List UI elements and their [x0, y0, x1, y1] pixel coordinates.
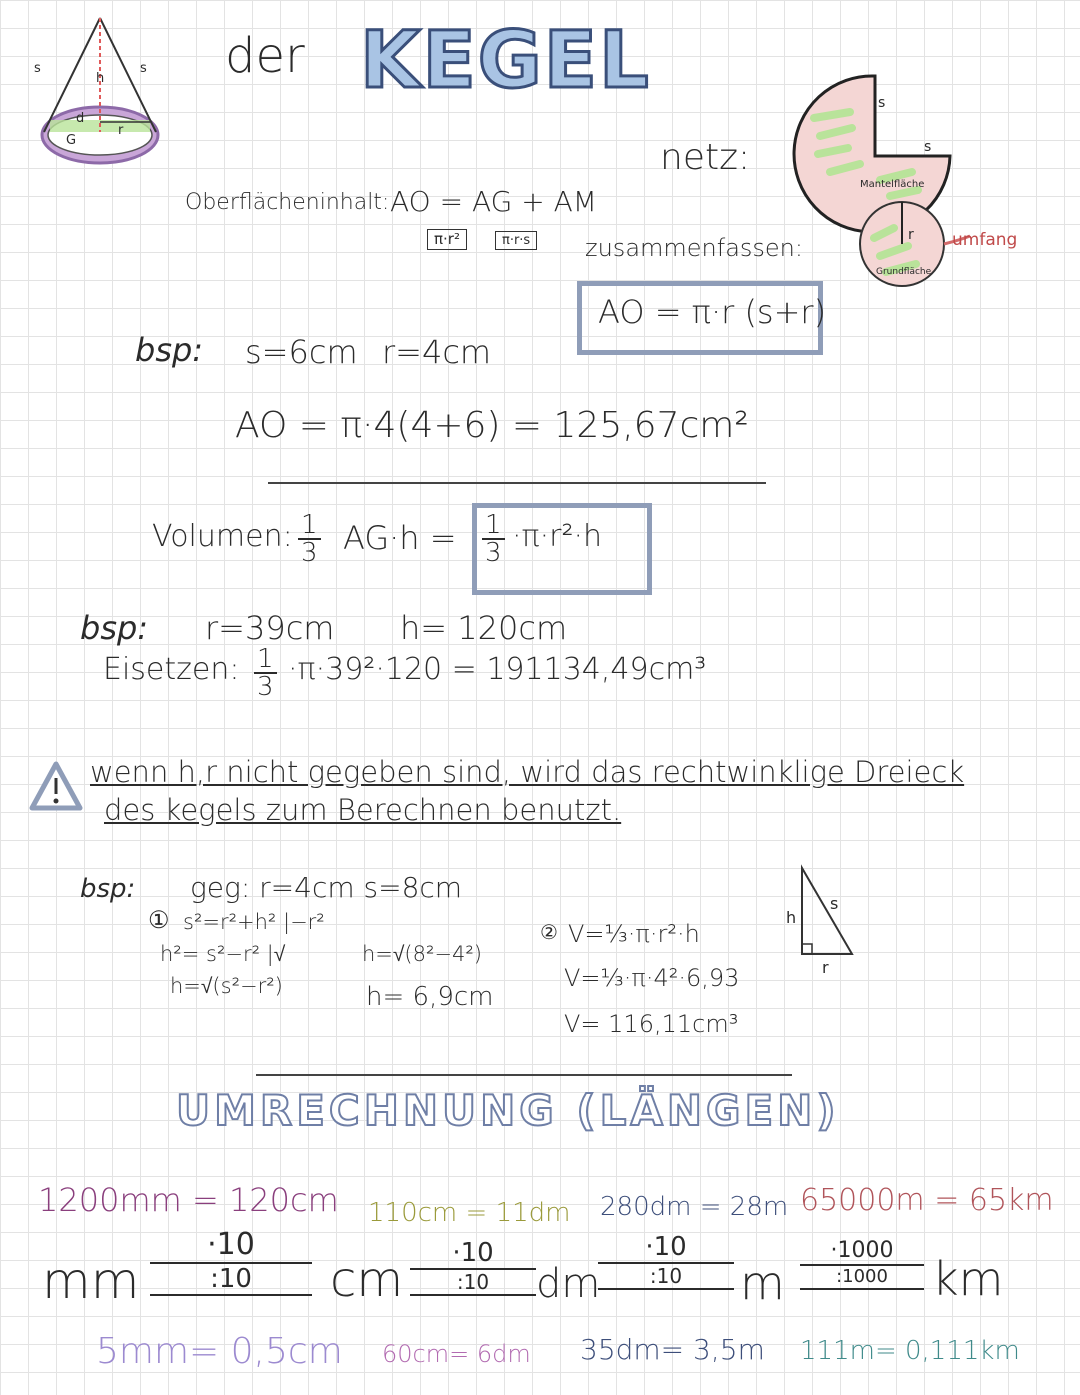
step1-line-5: h= 6,9cm [366, 982, 494, 1012]
volume-insert-label: Eisetzen: [103, 652, 240, 687]
netz-label: netz: [660, 137, 751, 178]
arrow-left-icon [150, 1262, 312, 1264]
heading-der: der [225, 28, 305, 84]
net-label-s-top: s [878, 95, 886, 111]
factor-bottom-3: :10 [649, 1264, 683, 1288]
surface-formula: AO = AG + AM [390, 185, 597, 218]
example3-given: geg: r=4cm s=8cm [190, 871, 463, 904]
volume-frac-den-2: 3 [485, 538, 502, 568]
combined-formula: AO = π·r (s+r) [598, 293, 827, 331]
step1-line-3: h=√(s²−r²) [170, 974, 283, 998]
net-label-umfang: umfang [952, 230, 1018, 250]
combine-label: zusammenfassen: [585, 234, 803, 262]
volume-label: Volumen: [152, 519, 293, 554]
net-label-base: Grundfläche [876, 267, 932, 277]
conv-example-top-1: 1200mm = 120cm [38, 1181, 339, 1219]
step1-line-1: s²=r²+h² |−r² [183, 910, 325, 934]
surface-part-base: π·r² [427, 229, 467, 250]
note-line-2: des kegels zum Berechnen benutzt. [104, 793, 622, 827]
conversion-heading: UMRECHNUNG (LÄNGEN) [176, 1086, 840, 1135]
step2-line-1: V=⅓·π·r²·h [568, 920, 700, 948]
volume-example-h: h= 120cm [400, 609, 568, 647]
factor-top-3: ·10 [645, 1232, 687, 1262]
arrow-right-icon [598, 1288, 734, 1290]
conv-example-bottom-1: 5mm= 0,5cm [96, 1331, 343, 1372]
conv-example-bottom-3: 35dm= 3,5m [580, 1333, 765, 1366]
note-line-1: wenn h,r nicht gegeben sind, wird das rechtwinklige Dreieck [90, 755, 965, 789]
step1-marker: ① [148, 906, 170, 934]
volume-fraction-2 [482, 512, 505, 566]
cone-label-d: d [76, 111, 85, 126]
volume-insert-fraction [254, 646, 277, 700]
unit-m: m [740, 1256, 785, 1310]
factor-top-2: ·10 [452, 1238, 494, 1268]
cone-sketch [30, 10, 170, 185]
volume-fraction-1 [298, 512, 321, 566]
arrow-left-icon [598, 1262, 734, 1264]
conv-example-bottom-2: 60cm= 6dm [382, 1340, 531, 1368]
step2-line-3: V= 116,11cm³ [564, 1010, 739, 1038]
cone-label-r: r [118, 123, 124, 138]
conv-example-top-4: 65000m = 65km [800, 1183, 1054, 1218]
step1-line-4: h=√(8²−4²) [362, 942, 482, 966]
step2-line-2: V=⅓·π·4²·6,93 [564, 964, 740, 992]
unit-cm: cm [330, 1252, 404, 1308]
surface-example-s: s=6cm [245, 333, 358, 371]
cone-label-s-left: s [34, 61, 41, 76]
conv-example-top-2: 110cm = 11dm [368, 1198, 571, 1228]
conv-example-bottom-4: 111m= 0,111km [800, 1336, 1020, 1366]
volume-frac-den-3: 3 [257, 672, 274, 702]
surface-example-calc: AO = π·4(4+6) = 125,67cm² [235, 405, 749, 446]
unit-km: km [932, 1252, 1004, 1306]
arrow-left-icon [410, 1268, 536, 1270]
volume-example-label: bsp: [80, 609, 149, 647]
example3-label: bsp: [80, 874, 136, 904]
factor-m-km [800, 1240, 924, 1290]
page-title: KEGEL [360, 16, 651, 106]
arrow-right-icon [410, 1294, 536, 1296]
factor-cm-dm [410, 1240, 536, 1296]
surface-part-mantle: π·r·s [495, 231, 537, 250]
divider-2 [256, 1074, 792, 1076]
cone-label-h: h [96, 71, 105, 86]
volume-frac-num-2: 1 [482, 512, 505, 540]
unit-mm: mm [42, 1252, 140, 1310]
step2-marker: ② [540, 920, 558, 944]
factor-dm-m [598, 1234, 734, 1290]
step1-line-2: h²= s²−r² |√ [160, 942, 286, 966]
net-label-s-right: s [924, 139, 932, 155]
surface-example-r: r=4cm [382, 333, 492, 371]
factor-top-1: ·10 [207, 1227, 255, 1262]
factor-mm-cm [150, 1227, 312, 1296]
volume-example-r: r=39cm [205, 609, 335, 647]
factor-bottom-2: :10 [456, 1270, 490, 1294]
triangle-label-r: r [822, 958, 829, 977]
arrow-left-icon [800, 1264, 924, 1266]
volume-insert-expr: ·π·39²·120 = 191134,49cm³ [288, 652, 707, 687]
cone-label-g: G [66, 133, 77, 148]
factor-bottom-4: :1000 [836, 1266, 888, 1287]
volume-expr-a: AG·h = [343, 519, 457, 557]
conv-example-top-3: 280dm = 28m [600, 1192, 789, 1222]
net-label-r: r [908, 227, 914, 243]
arrow-right-icon [800, 1288, 924, 1290]
factor-bottom-1: :10 [210, 1264, 252, 1294]
cone-label-s-right: s [140, 61, 147, 76]
surface-label: Oberflächeninhalt: [185, 190, 390, 215]
arrow-right-icon [150, 1294, 312, 1296]
volume-expr-b: ·π·r²·h [512, 519, 603, 554]
net-label-mantle: Mantelfläche [860, 179, 925, 190]
volume-frac-num-3: 1 [254, 646, 277, 674]
triangle-label-s: s [830, 894, 839, 913]
volume-frac-den-1: 3 [301, 538, 318, 568]
divider-1 [268, 482, 766, 484]
volume-frac-num-1: 1 [298, 512, 321, 540]
factor-top-4: ·1000 [830, 1238, 894, 1263]
triangle-label-h: h [786, 908, 797, 927]
warning-icon [28, 760, 84, 812]
unit-dm: dm [536, 1261, 601, 1307]
right-triangle-sketch [792, 862, 862, 962]
surface-example-label: bsp: [135, 331, 204, 369]
